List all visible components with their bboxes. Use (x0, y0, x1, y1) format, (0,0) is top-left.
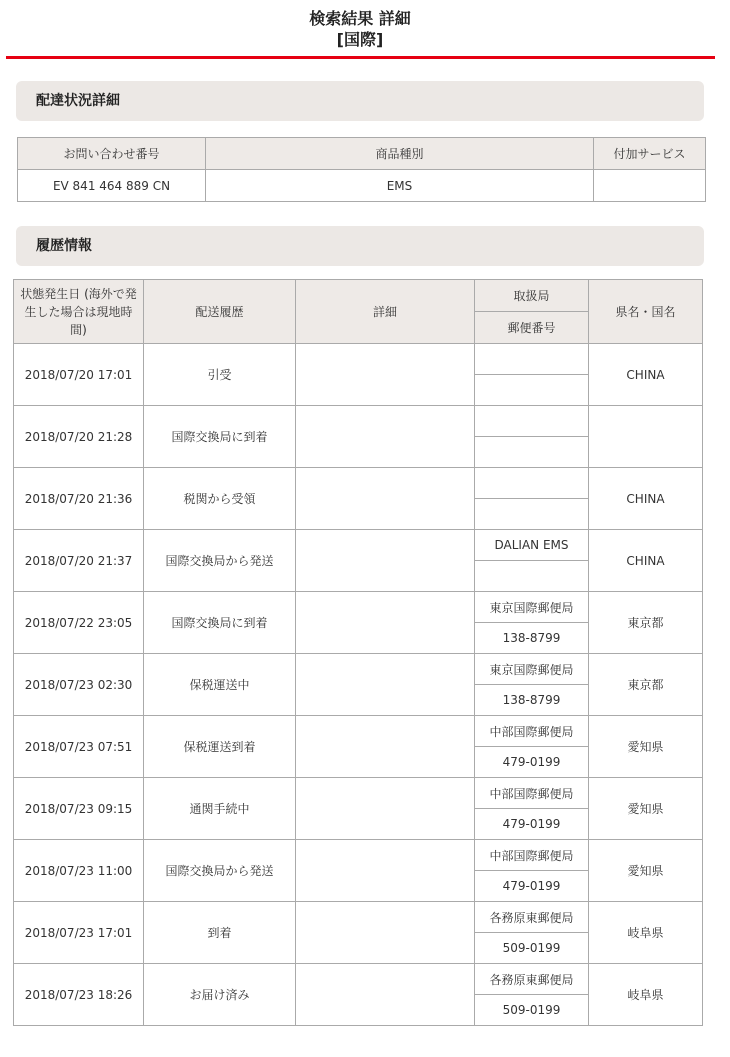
history-row (14, 654, 703, 685)
tracking-number-value: EV 841 464 889 CN (18, 170, 206, 202)
history-row (14, 344, 703, 375)
history-status: 税関から受領 (144, 468, 296, 530)
history-region: CHINA (589, 344, 703, 406)
history-table-body (14, 344, 703, 1026)
history-status: 到着 (144, 902, 296, 964)
history-row (14, 778, 703, 809)
history-office: DALIAN EMS (475, 530, 589, 561)
history-region: 愛知県 (589, 840, 703, 902)
history-office: 東京国際郵便局 (475, 592, 589, 623)
history-postal-code: 479-0199 (475, 747, 589, 778)
history-region: 愛知県 (589, 778, 703, 840)
postal-code-header: 郵便番号 (475, 312, 589, 344)
history-date: 2018/07/23 17:01 (14, 902, 144, 964)
item-type-header: 商品種別 (206, 138, 594, 170)
history-postal-code: 138-8799 (475, 685, 589, 716)
history-detail (296, 406, 475, 468)
history-office: 各務原東郵便局 (475, 902, 589, 933)
history-detail (296, 902, 475, 964)
history-row (14, 840, 703, 871)
history-row (14, 902, 703, 933)
history-detail (296, 344, 475, 406)
history-status: 国際交換局に到着 (144, 592, 296, 654)
history-section-header: 履歴情報 (16, 226, 704, 266)
tracking-number-header: お問い合わせ番号 (18, 138, 206, 170)
date-header: 状態発生日 (海外で発生した場合は現地時間) (14, 280, 144, 344)
history-row (14, 530, 703, 561)
history-postal-code (475, 437, 589, 468)
history-row (14, 716, 703, 747)
history-date: 2018/07/20 21:36 (14, 468, 144, 530)
delivery-header-row (18, 138, 706, 170)
history-detail (296, 654, 475, 716)
delivery-data-row (18, 170, 706, 202)
history-office: 中部国際郵便局 (475, 778, 589, 809)
history-row (14, 592, 703, 623)
history-office (475, 468, 589, 499)
history-status: 国際交換局に到着 (144, 406, 296, 468)
history-status: 国際交換局から発送 (144, 840, 296, 902)
history-postal-code (475, 375, 589, 406)
delivery-status-table (17, 137, 706, 202)
delivery-status-section-header: 配達状況詳細 (16, 81, 704, 121)
history-row (14, 468, 703, 499)
history-region: 岐阜県 (589, 964, 703, 1026)
history-detail (296, 716, 475, 778)
history-region: 東京都 (589, 654, 703, 716)
page-title (0, 8, 720, 50)
office-header: 取扱局 (475, 280, 589, 312)
detail-header: 詳細 (296, 280, 475, 344)
status-header: 配送履歴 (144, 280, 296, 344)
history-region: 東京都 (589, 592, 703, 654)
history-date: 2018/07/23 09:15 (14, 778, 144, 840)
history-row (14, 406, 703, 437)
history-date: 2018/07/22 23:05 (14, 592, 144, 654)
history-postal-code: 479-0199 (475, 871, 589, 902)
history-row (14, 964, 703, 995)
history-status: 保税運送中 (144, 654, 296, 716)
history-office (475, 344, 589, 375)
history-detail (296, 530, 475, 592)
history-region: CHINA (589, 530, 703, 592)
history-postal-code (475, 561, 589, 592)
additional-service-value (594, 170, 706, 202)
history-postal-code (475, 499, 589, 530)
history-date: 2018/07/23 07:51 (14, 716, 144, 778)
history-date: 2018/07/23 11:00 (14, 840, 144, 902)
item-type-value: EMS (206, 170, 594, 202)
additional-service-header: 付加サービス (594, 138, 706, 170)
history-status: 通関手続中 (144, 778, 296, 840)
page-title-main: 検索結果 詳細 (309, 9, 411, 28)
history-region: CHINA (589, 468, 703, 530)
history-office (475, 406, 589, 437)
history-detail (296, 840, 475, 902)
history-detail (296, 468, 475, 530)
history-date: 2018/07/20 21:37 (14, 530, 144, 592)
history-table (13, 279, 703, 1026)
history-date: 2018/07/23 18:26 (14, 964, 144, 1026)
history-detail (296, 778, 475, 840)
history-date: 2018/07/23 02:30 (14, 654, 144, 716)
history-detail (296, 592, 475, 654)
history-status: お届け済み (144, 964, 296, 1026)
history-region: 愛知県 (589, 716, 703, 778)
page-title-sub: [国際] (336, 30, 384, 49)
history-date: 2018/07/20 17:01 (14, 344, 144, 406)
history-status: 国際交換局から発送 (144, 530, 296, 592)
history-header-row (14, 280, 703, 312)
history-postal-code: 138-8799 (475, 623, 589, 654)
history-office: 中部国際郵便局 (475, 716, 589, 747)
history-postal-code: 479-0199 (475, 809, 589, 840)
history-office: 東京国際郵便局 (475, 654, 589, 685)
history-status: 保税運送到着 (144, 716, 296, 778)
history-postal-code: 509-0199 (475, 995, 589, 1026)
history-region (589, 406, 703, 468)
history-detail (296, 964, 475, 1026)
history-status: 引受 (144, 344, 296, 406)
region-header: 県名・国名 (589, 280, 703, 344)
title-divider (6, 56, 715, 59)
history-postal-code: 509-0199 (475, 933, 589, 964)
history-office: 中部国際郵便局 (475, 840, 589, 871)
history-office: 各務原東郵便局 (475, 964, 589, 995)
history-date: 2018/07/20 21:28 (14, 406, 144, 468)
history-region: 岐阜県 (589, 902, 703, 964)
